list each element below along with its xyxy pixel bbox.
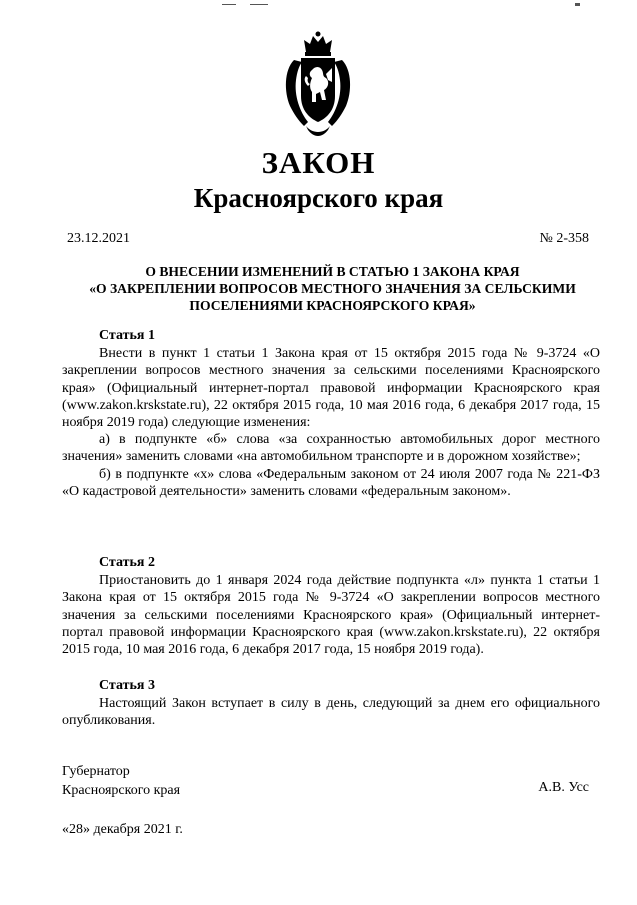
heading-line: О ВНЕСЕНИИ ИЗМЕНЕНИЙ В СТАТЬЮ 1 ЗАКОНА КРАЯ: [145, 264, 520, 279]
article-3: [62, 677, 600, 730]
signatory-position: [62, 762, 180, 800]
krasnoyarsk-coat-of-arms-icon: [282, 30, 354, 140]
law-number: № 2-358: [539, 231, 589, 246]
scan-artifact: [250, 4, 268, 5]
signing-date: «28» декабря 2021 г.: [62, 822, 183, 837]
position-line: Губернатор: [62, 764, 130, 779]
article-title: Статья 1: [99, 328, 155, 343]
article-2: [62, 554, 600, 658]
article-title: Статья 3: [99, 678, 155, 693]
article-paragraph: б) в подпункте «х» слова «Федеральным законом от 24 июля 2007 года № 221-ФЗ «О кадастровой деятельности» заменить словами «федеральным законом».: [62, 466, 600, 499]
article-1: [62, 327, 600, 500]
position-line: Красноярского края: [62, 783, 181, 798]
adoption-date: 23.12.2021: [67, 231, 130, 246]
heading-line: ПОСЕЛЕНИЯМИ КРАСНОЯРСКОГО КРАЯ»: [189, 298, 476, 313]
article-paragraph: а) в подпункте «б» слова «за сохранностью автомобильных дорог местного значения» заменить словами «на автомобильном транспорте и в дорожном хозяйстве»;: [62, 432, 600, 465]
heading-line: «О ЗАКРЕПЛЕНИИ ВОПРОСОВ МЕСТНОГО ЗНАЧЕНИЯ ЗА СЕЛЬСКИМИ: [89, 281, 576, 296]
document-type-title: ЗАКОН: [261, 145, 376, 180]
law-heading: [60, 263, 605, 314]
article-title: Статья 2: [99, 555, 155, 570]
article-paragraph: Приостановить до 1 января 2024 года действие подпункта «л» пункта 1 статьи 1 Закона края от 15 октября 2015 года № 9-3724 «О закреплении вопросов местного значения за сельскими поселениями Красноярского края» (Официальный интернет-портал правовой информации Красноярского края (www.zakon.krskstate.ru), 22 октября 2015 года, 10 мая 2016 года, 6 декабря 2017 года, 15 ноября 2019 года).: [62, 573, 600, 658]
article-paragraph: Настоящий Закон вступает в силу в день, следующий за днем его официального опубликования.: [62, 696, 600, 729]
article-paragraph: Внести в пункт 1 статьи 1 Закона края от 15 октября 2015 года № 9-3724 «О закреплении вопросов местного значения за сельскими поселениями Красноярского края» (Официальный интернет-портал правовой информации Красноярского края (www.zakon.krskstate.ru), 22 октября 2015 года, 10 мая 2016 года, 6 декабря 2017 года, 15 ноября 2019 года) следующие изменения:: [62, 346, 600, 431]
region-title: Красноярского края: [193, 183, 444, 213]
signatory-name: А.В. Усс: [538, 780, 589, 795]
scan-artifact: [575, 3, 580, 6]
scan-artifact: [222, 4, 236, 5]
